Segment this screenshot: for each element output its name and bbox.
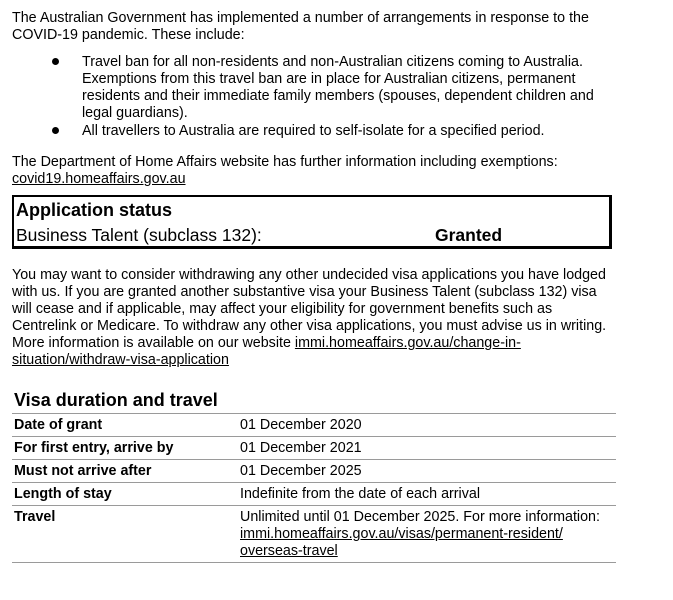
bullet-icon — [52, 127, 59, 134]
status-badge: Granted — [435, 225, 503, 245]
application-status-box — [12, 195, 612, 249]
withdraw-info-text: You may want to consider withdrawing any other undecided visa applications you have lodged with us. If you are granted another substantive visa your Business Talent (subclass 132) visa will cease and if applicable, may affect your eligibility for government benefits such as Centrelink or Medicare. To withdraw any other visa applications, you must advise us in writing. More information is available on our website — [12, 267, 607, 351]
covid-arrangements-list — [12, 54, 612, 140]
withdraw-info — [12, 267, 615, 369]
covid19-link[interactable]: covid19.homeaffairs.gov.au — [12, 171, 186, 187]
travel-ban-text: Travel ban for all non-residents and non-Australian citizens coming to Australia. Exemptions from this travel ban are in place for Australian citizens, permanent residents and their immediate family members (spouses, dependent children and legal guardians). — [82, 54, 594, 121]
table-row — [12, 460, 616, 483]
table-row — [12, 506, 616, 563]
visa-duration-table — [12, 413, 616, 563]
table-row — [12, 414, 616, 437]
length-of-stay-label: Length of stay — [12, 483, 238, 506]
visa-subclass-label: Business Talent (subclass 132): — [16, 225, 262, 245]
first-entry-value: 01 December 2021 — [238, 437, 616, 460]
list-item — [12, 54, 612, 122]
department-info — [12, 154, 612, 188]
length-of-stay-value: Indefinite from the date of each arrival — [238, 483, 616, 506]
travel-value: Unlimited until 01 December 2025. For more information: — [240, 509, 600, 525]
overseas-travel-link[interactable]: immi.homeaffairs.gov.au/visas/permanent-resident/ overseas-travel — [240, 526, 563, 559]
withdraw-link[interactable]: immi.homeaffairs.gov.au/change-in- situation/withdraw-visa-application — [12, 335, 521, 368]
must-not-arrive-label: Must not arrive after — [12, 460, 238, 483]
travel-value-cell — [238, 506, 616, 563]
self-isolate-text: All travellers to Australia are required to self-isolate for a specified period. — [82, 123, 545, 139]
travel-label: Travel — [12, 506, 238, 563]
department-info-text: The Department of Home Affairs website has further information including exemptions: — [12, 154, 558, 170]
bullet-icon — [52, 58, 59, 65]
application-status-title: Application status — [16, 200, 173, 220]
date-of-grant-label: Date of grant — [12, 414, 238, 437]
table-row — [12, 437, 616, 460]
visa-duration-title: Visa duration and travel — [14, 390, 218, 410]
date-of-grant-value: 01 December 2020 — [238, 414, 616, 437]
covid-intro-text: The Australian Government has implemented a number of arrangements in response to the COVID-19 pandemic. These include: — [12, 10, 589, 43]
visa-grant-document — [12, 10, 612, 563]
table-row — [12, 483, 616, 506]
must-not-arrive-value: 01 December 2025 — [238, 460, 616, 483]
list-item — [12, 123, 612, 140]
first-entry-label: For first entry, arrive by — [12, 437, 238, 460]
